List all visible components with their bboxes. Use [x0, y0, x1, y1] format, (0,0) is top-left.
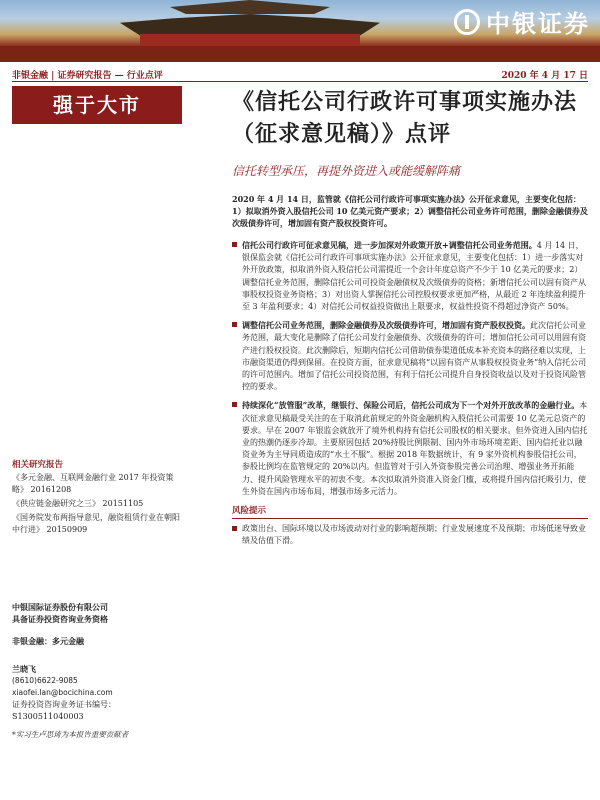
main-content	[232, 86, 588, 547]
firm-qualification: 具备证券投资咨询业务资格	[12, 614, 108, 624]
related-report-item[interactable]: 《供应链金融研究之三》 20151105	[12, 499, 144, 508]
analyst-email[interactable]: xiaofei.lan@bocichina.com	[12, 688, 113, 697]
key-point	[232, 319, 588, 393]
header-banner	[0, 0, 600, 62]
firm-name: 中银国际证券股份有限公司	[12, 602, 108, 612]
sidebar	[12, 86, 182, 800]
rating-badge: 强于大市	[12, 86, 182, 124]
sector-label: 非银金融：多元金融	[12, 636, 84, 646]
key-point-body: 4 月 14 日，银保监会就《信托公司行政许可事项实施办法》公开征求意见，主要变化包括：1）进一步落实对外开放政策，拟取消外资入股信托公司需提近一个会计年度总资产不少于 10 亿美元的要求；2）调整信托业务范围，删除信托公司可投资金融债权及次级债券的资格；新增信托公司以固有资产从事股权投资业务资格；3）对出资人掌握信托公司控股权要求更加严格，从最近 2 年连续盈利提升至 3 年盈利要求；4）对信托公司权益投资做出上限要求，权益性投资不得超过净资产 50%。	[242, 241, 586, 312]
brand-logo	[454, 4, 590, 39]
key-point	[232, 239, 588, 313]
key-point-body: 此次信托公司业务范围，最大变化是删除了信托公司发行金融债券、次级债券的许可；增加信托公司可以用固有资产进行股权投资。此次删除后，短期内信托公司借助债券渠道低成本补充资本的路径难以实现，上市融资渠道仍得到保留。在投资方面，征求意见稿将“以固有资产从事股权投资业务”纳入信托公司的许可范围内。增加了信托公司投资范围，有利于信托公司提升自身投资收益以及对于投资风险管控的要求。	[242, 321, 587, 392]
report-summary: 2020 年 4 月 14 日，监管就《信托公司行政许可事项实施办法》公开征求意见，主要变化包括：1）拟取消外资入股信托公司 10 亿美元资产要求；2）调整信托公司业务许可范围，删除金融债券及次级债券许可，增加固有资产股权投资许可。	[232, 194, 588, 228]
risk-heading: 风险提示	[232, 504, 588, 519]
report-date: 2020 年 4 月 17 日	[501, 71, 588, 81]
report-title: 《信托公司行政许可事项实施办法（征求意见稿）》点评	[232, 89, 578, 147]
related-report-item[interactable]: 《多元金融、互联网金融行业 2017 年投资策略》 20161208	[12, 473, 174, 494]
brand-name: 中银证券	[486, 10, 590, 38]
key-point	[232, 399, 588, 498]
related-reports-list	[12, 472, 182, 538]
related-report-item[interactable]: 《国务院发布两指导意见，融资租赁行业在朝阳中行进》 20150909	[12, 513, 180, 534]
key-points	[232, 239, 588, 498]
contributor-note: *实习生卢思琦为本报告重要贡献者	[12, 730, 129, 739]
analyst-phone: (8610)6622-9085	[12, 676, 78, 685]
analyst-cert: 证券投资咨询业务证书编号：S1300511040003	[12, 700, 116, 721]
report-meta-bar	[12, 66, 588, 82]
analyst-name: 兰晓飞	[12, 664, 36, 674]
boc-logo-icon	[454, 9, 480, 35]
report-category: 非银金融 | 证券研究报告 — 行业点评	[12, 71, 163, 81]
key-point-lead: 持续深化“放管服”改革，继银行、保险公司后，信托公司成为下一个对外开放改革的金融行业。	[242, 400, 580, 411]
analyst-info	[12, 601, 187, 723]
report-subtitle: 信托转型承压，再提外资进入或能缓解阵痛	[232, 164, 461, 178]
key-point-lead: 调整信托公司业务范围，删除金融债券及次级债券许可，增加固有资产股权投资。	[242, 320, 530, 331]
key-point-body: 本次征求意见稿最受关注的在于取消此前规定的外资金融机构入股信托公司需要 10 亿美元总资产的要求。早在 2007 年银监会就放开了境外机构持有信托公司股权的相关要求。但外资进入国内信托业的热潮仍逐步冷却。主要原因包括 20%持股比例限制、国内外市场环境差距、国内信托业以融资业务为主导同质造成的“水土不服”。根据 2018 年数据统计，有 9 家外资机构参股信托公司，参股比例均在监管规定的 20%以内。但监管对于引入外资参股完善公司治理、增强业务开拓能力、提升风险管理水平的初衷不变。本次拟取消外资准入资金门槛，或将提升国内信托吸引力，使生外资在国内市场布局，增强市场多元活力。	[242, 401, 588, 496]
palace-roof-top	[170, 0, 330, 14]
palace-roof	[120, 14, 380, 36]
key-point-lead: 信托公司行政许可征求意见稿，进一步加深对外政策开放+调整信托公司业务范围。	[242, 240, 537, 250]
palace-wall	[0, 46, 600, 62]
related-reports-heading: 相关研究报告	[12, 460, 64, 470]
risk-text: 政策出台、国际环境以及市场波动对行业的影响超预期；行业发展速度不及预期；市场低迷导致业绩及估值下滑。	[232, 523, 588, 547]
